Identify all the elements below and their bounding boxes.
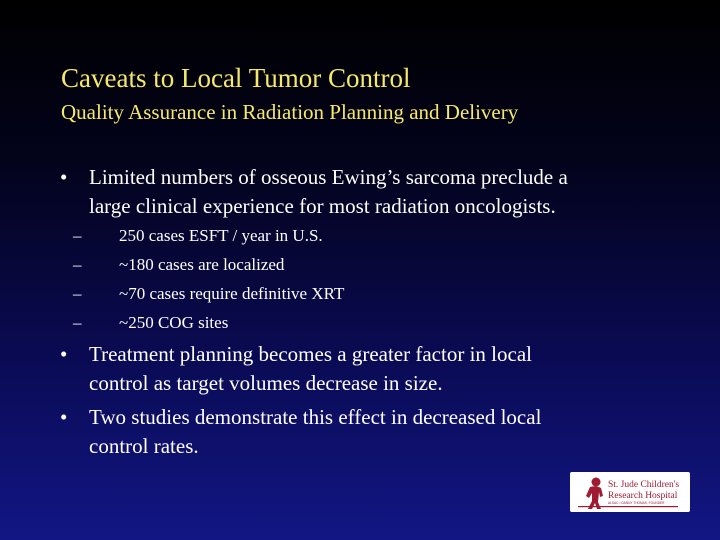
sub-dash: – [73, 313, 82, 332]
sub-dash: – [73, 226, 82, 245]
sub-dash: – [73, 255, 82, 274]
sub-dash: – [73, 284, 82, 303]
bullet-text-line: Treatment planning becomes a greater factor in local [89, 342, 532, 366]
logo-line1: St. Jude Children's [608, 480, 680, 490]
logo-tagline: ALSAC • DANNY THOMAS, FOUNDER [608, 501, 665, 505]
slide-subtitle: Quality Assurance in Radiation Planning and Delivery [61, 100, 519, 124]
bullet-dot: • [60, 342, 68, 366]
bullet-text-line: control as target volumes decrease in size. [89, 371, 443, 395]
sub-item-text: ~250 COG sites [119, 313, 229, 332]
sub-item-text: 250 cases ESFT / year in U.S. [119, 226, 323, 245]
bullet-text-line: Limited numbers of osseous Ewing’s sarcoma preclude a [89, 165, 568, 189]
sub-item-text: ~180 cases are localized [119, 255, 285, 274]
sub-item-text: ~70 cases require definitive XRT [119, 284, 345, 303]
bullet-text-line: control rates. [89, 434, 199, 458]
bullet-text-line: large clinical experience for most radiation oncologists. [89, 194, 556, 218]
logo-line2: Research Hospital [608, 491, 678, 501]
bullet-text-line: Two studies demonstrate this effect in decreased local [89, 405, 542, 429]
slide-title: Caveats to Local Tumor Control [61, 63, 411, 93]
bullet-dot: • [60, 405, 68, 429]
child-silhouette-icon [570, 472, 690, 512]
bullet-dot: • [60, 165, 68, 189]
st-jude-logo [570, 472, 690, 512]
